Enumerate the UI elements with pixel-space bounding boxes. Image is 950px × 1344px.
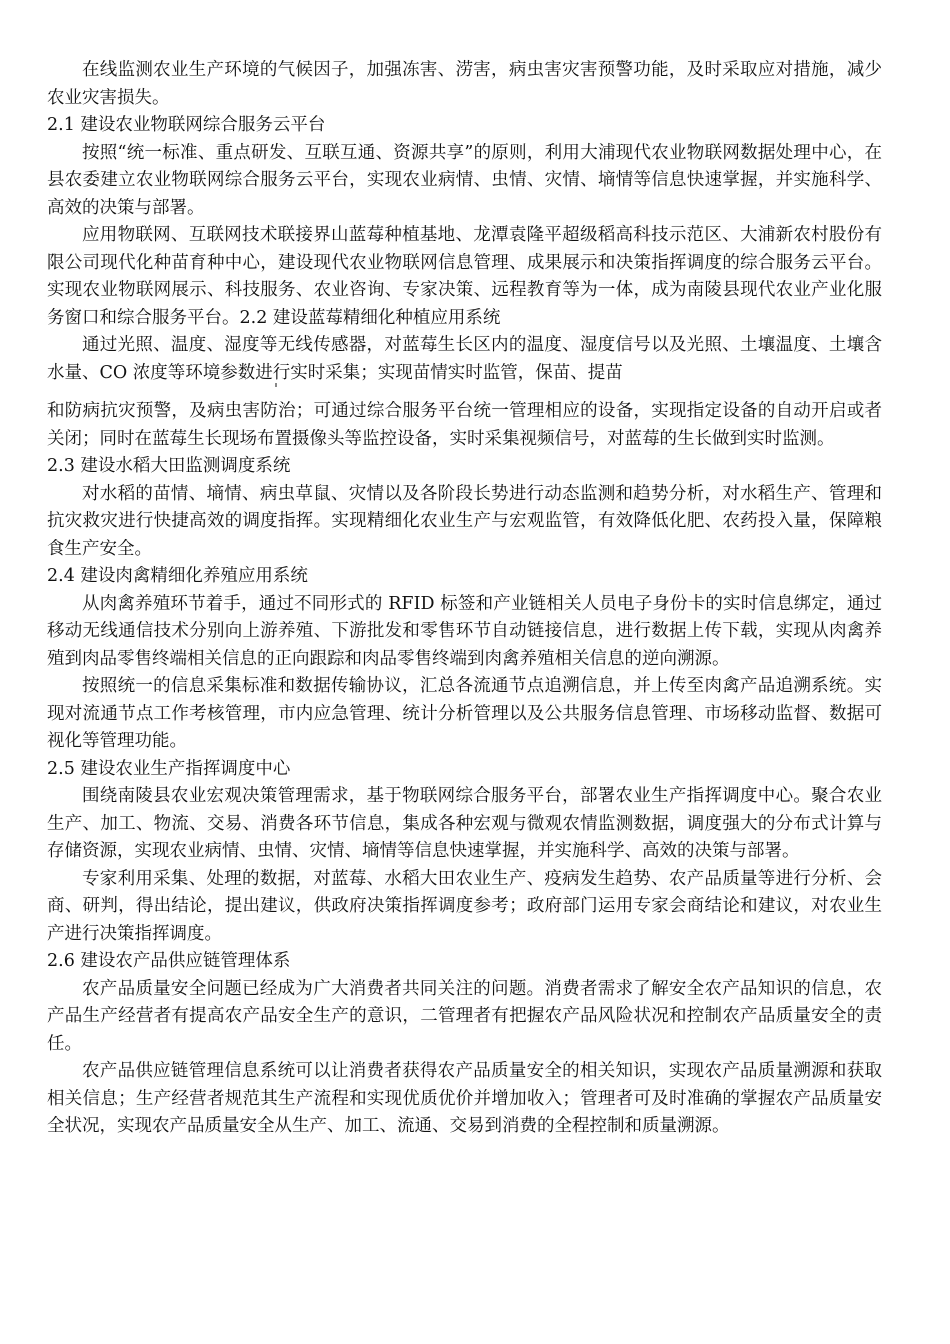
paragraph-2-3: 对水稻的苗情、墒情、病虫草鼠、灾情以及各阶段长势进行动态监测和趋势分析，对水稻生产、管理和抗灾救灾进行快捷高效的调度指挥。实现精细化农业生产与宏观监管，有效降低化肥、农药投入量，保障粮食生产安全。 bbox=[47, 483, 882, 559]
paragraph-intro: 在线监测农业生产环境的气候因子，加强冻害、涝害，病虫害灾害预警功能，及时采取应对措施，减少农业灾害损失。 bbox=[47, 60, 882, 108]
paragraph-2-5-b: 专家利用采集、处理的数据，对蓝莓、水稻大田农业生产、疫病发生趋势、农产品质量等进行分析、会商、研判，得出结论，提出建议，供政府决策指挥调度参考；政府部门运用专家会商结论和建议，对农业生产进行决策指挥调度。 bbox=[47, 868, 882, 944]
section-heading-2-6: 2.6 建设农产品供应链管理体系 bbox=[47, 951, 291, 971]
paragraph-2-1-b: 应用物联网、互联网技术联接界山蓝莓种植基地、龙潭袁隆平超级稻高科技示范区、大浦新农村股份有限公司现代化种苗育种中心，建设现代农业物联网信息管理、成果展示和决策指挥调度的综合服务云平台。实现农业物联网展示、科技服务、农业咨询、专家决策、远程教育等为一体，成为南陵县现代农业产业化服务窗口和综合服务平台。2.2 建设蓝莓精细化种植应用系统 bbox=[47, 225, 882, 328]
paragraph-2-2-a: 通过光照、温度、湿度等无线传感器，对蓝莓生长区内的温度、湿度信号以及光照、土壤温度、土壤含水量、CO 浓度等环境参数进行实时采集；实现苗情实时监管，保苗、提苗 bbox=[47, 335, 882, 383]
paragraph-2-6-b: 农产品供应链管理信息系统可以让消费者获得农产品质量安全的相关知识，实现农产品质量溯源和获取相关信息；生产经营者规范其生产流程和实现优质优价并增加收入；管理者可及时准确的掌握农产品质量安全状况，实现农产品质量安全从生产、加工、流通、交易到消费的全程控制和质量溯源。 bbox=[47, 1061, 882, 1136]
paragraph-2-2-b: 和防病抗灾预警，及病虫害防治；可通过综合服务平台统一管理相应的设备，实现指定设备的自动开启或者关闭；同时在蓝莓生长现场布置摄像头等监控设备，实时采集视频信号，对蓝莓的生长做到实时监测。 bbox=[47, 401, 882, 449]
document-body bbox=[47, 57, 882, 1141]
section-heading-2-5: 2.5 建设农业生产指挥调度中心 bbox=[47, 758, 291, 779]
paragraph-2-4-b: 按照统一的信息采集标准和数据传输协议，汇总各流通节点追溯信息，并上传至肉禽产品追溯系统。实现对流通节点工作考核管理，市内应急管理、统计分析管理以及公共服务信息管理、市场移动监督、数据可视化等管理功能。 bbox=[47, 676, 882, 751]
paragraph-2-1-a: 按照“统一标准、重点研发、互联互通、资源共享”的原则，利用大浦现代农业物联网数据处理中心，在县农委建立农业物联网综合服务云平台，实现农业病情、虫情、灾情、墒情等信息快速掌握，并实施科学、高效的决策与部署。 bbox=[47, 142, 882, 218]
paragraph-2-6-a: 农产品质量安全问题已经成为广大消费者共同关注的问题。消费者需求了解安全农产品知识的信息，农产品生产经营者有提高农产品安全生产的意识，二管理者有把握农产品风险状况和控制农产品质量安全的责任。 bbox=[47, 978, 882, 1054]
section-heading-2-4: 2.4 建设肉禽精细化养殖应用系统 bbox=[47, 566, 308, 586]
paragraph-2-4-a: 从肉禽养殖环节着手，通过不同形式的 RFID 标签和产业链相关人员电子身份卡的实时信息绑定，通过移动无线通信技术分别向上游养殖、下游批发和零售环节自动链接信息，进行数据上传下载，实现从肉禽养殖到肉品零售终端相关信息的正向跟踪和肉品零售终端到肉禽养殖相关信息的逆向溯源。 bbox=[47, 593, 882, 669]
paragraph-2-5-a: 围绕南陵县农业宏观决策管理需求，基于物联网综合服务平台，部署农业生产指挥调度中心。聚合农业生产、加工、物流、交易、消费各环节信息，集成各种宏观与微观农情监测数据，调度强大的分布式计算与存储资源，实现农业病情、虫情、灾情、墒情等信息快速掌握，并实施科学、高效的决策与部署。 bbox=[47, 786, 882, 861]
stray-mark bbox=[275, 383, 277, 387]
section-heading-2-1: 2.1 建设农业物联网综合服务云平台 bbox=[47, 115, 326, 135]
section-heading-2-3: 2.3 建设水稻大田监测调度系统 bbox=[47, 456, 291, 476]
